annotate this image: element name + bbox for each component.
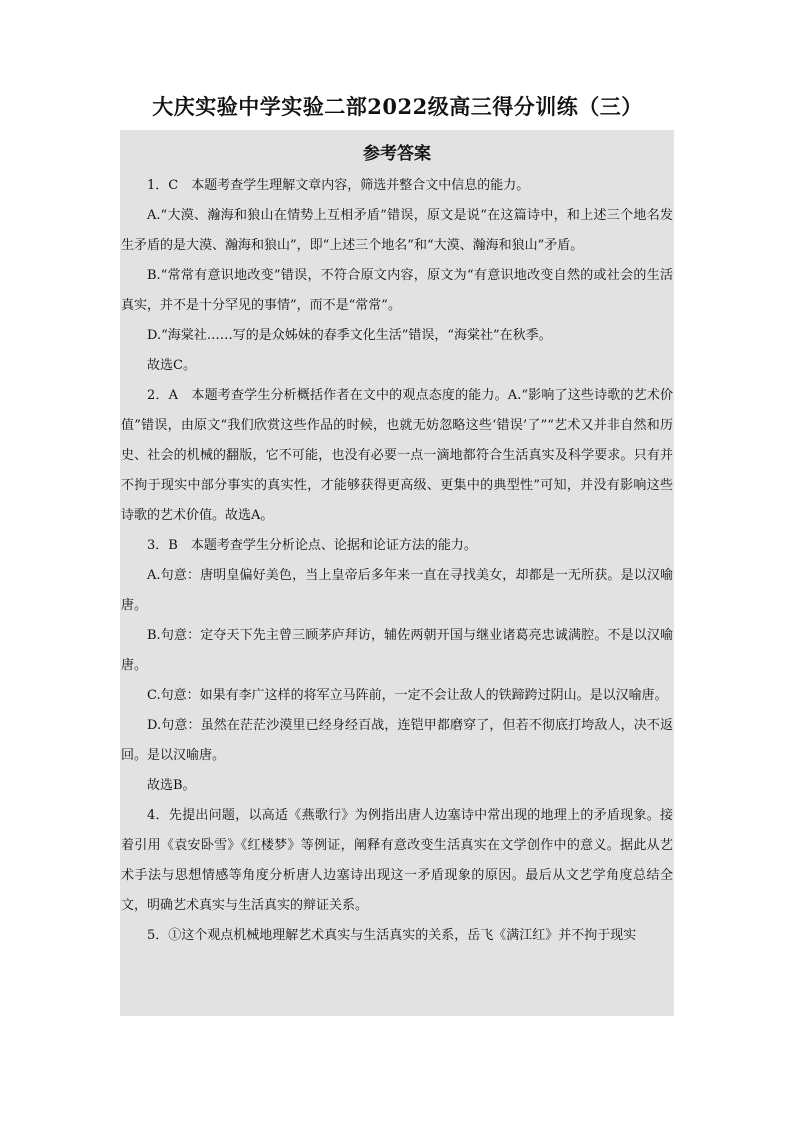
answer-3-conclusion: 故选B。 bbox=[147, 778, 196, 793]
answer-1-option-b: B.“常常有意识地改变”错误，不符合原文内容，原文为“有意识地改变自然的或社会的生活真实，并不是十分罕见的事情”，而不是“常常”。 bbox=[121, 268, 673, 313]
answer-1-option-a: A.“大漠、瀚海和狼山在情势上互相矛盾”错误，原文是说“在这篇诗中，和上述三个地名发生矛盾的是大漠、瀚海和狼山”，即“上述三个地名”和“大漠、瀚海和狼山”矛盾。 bbox=[121, 208, 673, 253]
answer-1-conclusion: 故选C。 bbox=[147, 358, 196, 373]
section-heading: 参考答案 bbox=[363, 144, 431, 164]
answer-5: 5．①这个观点机械地理解艺术真实与生活真实的关系，岳飞《满江红》并不拘于现实 bbox=[147, 928, 637, 943]
answer-1-intro: 1．C 本题考查学生理解文章内容，筛选并整合文中信息的能力。 bbox=[147, 178, 530, 193]
answer-3-option-b: B.句意：定夺天下先主曾三顾茅庐拜访，辅佐两朝开国与继业诸葛亮忠诚满腔。不是以汉喻唐。 bbox=[121, 628, 673, 673]
answer-3-option-c: C.句意：如果有李广这样的将军立马阵前，一定不会让敌人的铁蹄跨过阴山。是以汉喻唐。 bbox=[147, 688, 668, 703]
answer-2: 2．A 本题考查学生分析概括作者在文中的观点态度的能力。A.“影响了这些诗歌的艺术价值”错误，由原文“我们欣赏这些作品的时候，也就无妨忽略这些‘错误’了”“艺术又并非自然和历史、社会的机械的翻版，它不可能，也没有必要一点一滴地都符合生活真实及科学要求。只有并不拘于现实中部分事实的真实性，才能够获得更高级、更集中的典型性”可知，并没有影响这些诗歌的艺术价值。故选A。 bbox=[121, 388, 673, 523]
answer-3-option-d: D.句意：虽然在茫茫沙漠里已经身经百战，连铠甲都磨穿了，但若不彻底打垮敌人，决不返回。是以汉喻唐。 bbox=[121, 718, 673, 763]
answer-section bbox=[121, 138, 673, 951]
answer-3-intro: 3．B 本题考查学生分析论点、论据和论证方法的能力。 bbox=[147, 538, 477, 553]
answer-3-option-a: A.句意：唐明皇偏好美色，当上皇帝后多年来一直在寻找美女，却都是一无所获。是以汉喻唐。 bbox=[121, 568, 673, 613]
answer-1-option-d: D.“海棠社……写的是众姊妹的春季文化生活”错误，“海棠社”在秋季。 bbox=[147, 328, 552, 343]
answer-4: 4．先提出问题，以高适《燕歌行》为例指出唐人边塞诗中常出现的地理上的矛盾现象。接着引用《袁安卧雪》《红楼梦》等例证，阐释有意改变生活真实在文学创作中的意义。据此从艺术手法与思想情感等角度分析唐人边塞诗出现这一矛盾现象的原因。最后从文艺学角度总结全文，明确艺术真实与生活真实的辩证关系。 bbox=[121, 808, 673, 913]
document-title: 大庆实验中学实验二部2022级高三得分训练（三） bbox=[152, 94, 643, 119]
